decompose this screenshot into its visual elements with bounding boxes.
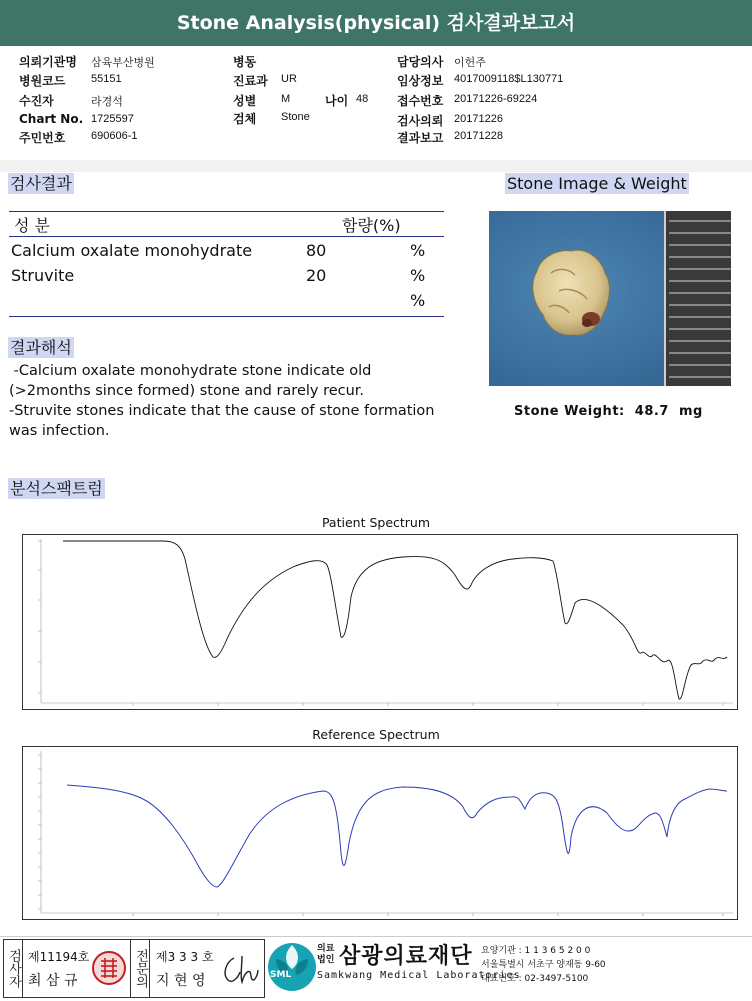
value-chart-no: 1725597: [91, 113, 134, 125]
examiner-license: 제11194호: [28, 950, 90, 964]
label-department: 진료과: [233, 74, 268, 88]
interpretation-line: (>2months since formed) stone and rarely recur.: [9, 383, 365, 399]
value-request-date: 20171226: [454, 113, 503, 125]
label-institution: 의뢰기관명: [19, 55, 77, 69]
specialist-name: 지 현 영: [156, 973, 206, 989]
label-accession-no: 접수번호: [397, 94, 444, 108]
specialist-role: 전문의: [130, 940, 150, 997]
patient-spectrum-chart: [22, 534, 738, 710]
value-resident-no: 690606-1: [91, 130, 138, 142]
label-hospital-code: 병원코드: [19, 74, 66, 88]
org-english-name: Samkwang Medical Laboratories: [317, 970, 521, 981]
org-prefix-top: 의료: [317, 944, 335, 954]
label-request-date: 검사의뢰: [397, 114, 444, 128]
signature-box: [3, 939, 265, 998]
org-phone: 대표번호 : 02-3497-5100: [481, 974, 589, 984]
component-unit: %: [410, 241, 426, 260]
patient-spectrum-title: Patient Spectrum: [321, 515, 431, 530]
interpretation-text: [9, 361, 479, 441]
stone-weight-unit: mg: [678, 404, 703, 419]
label-patient: 수진자: [19, 94, 54, 108]
column-amount: 함량(%): [342, 216, 401, 235]
component-unit: %: [410, 291, 426, 310]
value-report-date: 20171228: [454, 130, 503, 142]
label-chart-no: Chart No.: [19, 112, 84, 126]
org-name: 삼광의료재단: [339, 944, 473, 969]
value-specimen: Stone: [281, 111, 310, 123]
value-hospital-code: 55151: [91, 73, 122, 85]
reference-spectrum-chart: [22, 746, 738, 920]
spectrum-heading: 분석스팩트럼: [10, 479, 103, 498]
table-bottom-rule: [9, 316, 444, 317]
component-unit: %: [410, 266, 426, 285]
examiner-role: 검사자: [4, 940, 23, 997]
column-component: 성 분: [14, 216, 50, 235]
component-name: Struvite: [11, 266, 75, 285]
table-top-rule: [9, 211, 444, 212]
report-title: Stone Analysis(physical) 검사결과보고서: [0, 0, 752, 46]
value-age: 48: [356, 93, 369, 105]
stone-weight-label: Stone Weight:: [514, 404, 625, 419]
patient-info: [0, 47, 752, 159]
value-institution: 삼육부산병원: [91, 57, 155, 69]
org-address: 서울특별시 서초구 양재동 9-60: [481, 960, 606, 970]
org-prefix: [317, 944, 334, 966]
value-clinical-info: 4017009118$L130771: [454, 73, 564, 85]
divider-band: [0, 160, 752, 172]
component-amount: 80: [306, 241, 327, 260]
org-code: 요양기관 : 1 1 3 6 5 2 0 0: [481, 946, 591, 956]
logo-text: SML: [270, 970, 292, 980]
label-report-date: 결과보고: [397, 131, 444, 145]
patient-spectrum-line: [63, 541, 727, 699]
label-sex: 성별: [233, 94, 257, 108]
label-resident-no: 주민번호: [19, 131, 66, 145]
value-sex: M: [281, 93, 291, 105]
interpretation-line: -Struvite stones indicate that the cause of stone formation: [9, 403, 435, 419]
stone-photo: [489, 211, 731, 386]
table-header-rule: [9, 236, 444, 237]
value-patient: 라경석: [91, 96, 123, 108]
stone-weight-value: 48.7: [634, 404, 669, 419]
value-accession-no: 20171226-69224: [454, 93, 538, 105]
interpretation-heading: 결과해석: [10, 338, 72, 357]
result-heading: 검사결과: [10, 174, 72, 193]
component-name: Calcium oxalate monohydrate: [11, 241, 253, 260]
reference-spectrum-line: [67, 785, 727, 887]
org-prefix-bottom: 법인: [317, 955, 335, 965]
sml-logo-icon: [266, 941, 318, 993]
stone-weight: [514, 404, 703, 419]
org-contact: [481, 944, 606, 986]
label-ward: 병동: [233, 55, 257, 69]
label-doctor: 담당의사: [397, 55, 444, 69]
component-amount: 20: [306, 266, 327, 285]
specialist-signature-icon: [220, 952, 260, 986]
interpretation-line: -Calcium oxalate monohydrate stone indicate old: [9, 363, 372, 379]
interpretation-line: was infection.: [9, 423, 110, 439]
examiner-name: 최 삼 규: [28, 973, 78, 989]
specialist-license: 제3 3 3 호: [156, 950, 214, 964]
label-clinical-info: 임상정보: [397, 74, 444, 88]
stone-heading: Stone Image & Weight: [507, 174, 687, 193]
examiner-seal-icon: [91, 950, 127, 986]
label-specimen: 검체: [233, 112, 257, 126]
label-age: 나이: [325, 94, 349, 108]
value-doctor: 이헌주: [454, 57, 486, 69]
value-department: UR: [281, 73, 297, 85]
reference-spectrum-title: Reference Spectrum: [312, 727, 440, 742]
